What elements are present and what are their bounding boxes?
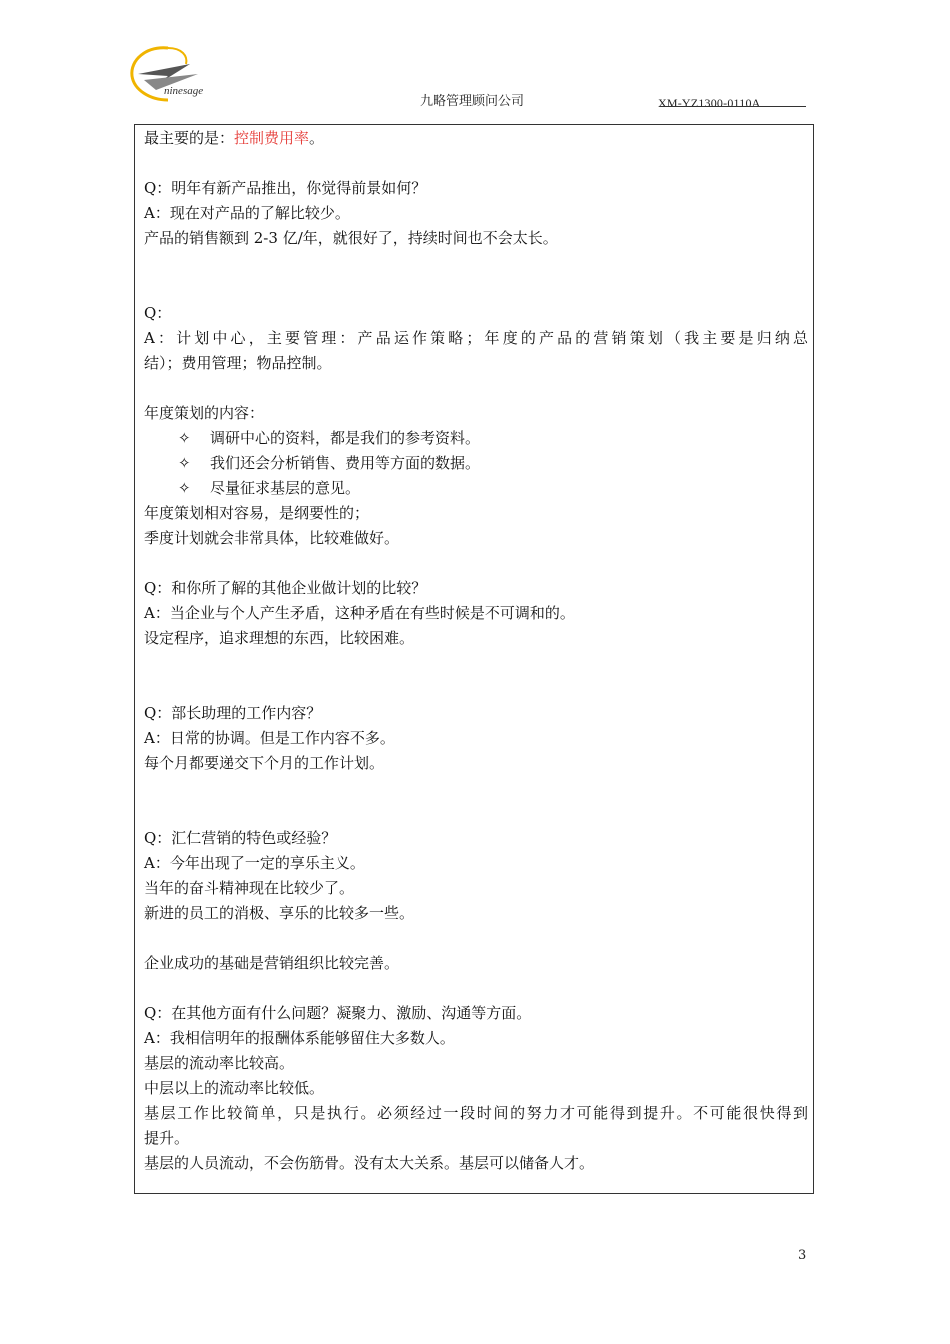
page-number: 3 [798,1248,807,1263]
question: Q：和你所了解的其他企业做计划的比较？ [144,579,427,597]
answer-text: 年度策划相对容易，是纲要性的； [144,504,370,522]
logo-swoosh-icon [128,44,228,106]
answer-text: 当年的奋斗精神现在比较少了。 [144,879,355,897]
answer: A：现在对产品的了解比较少。 [144,204,350,222]
question: Q：部长助理的工作内容？ [144,704,322,722]
list-item: ✧ 调研中心的资料，都是我们的参考资料。 [144,426,808,451]
interview-notes [144,126,808,1176]
answer-text: 企业成功的基础是营销组织比较完善。 [144,954,400,972]
list-item: ✧ 我们还会分析销售、费用等方面的数据。 [144,451,808,476]
question: Q：在其他方面有什么问题？凝聚力、激励、沟通等方面。 [144,1004,532,1022]
list-item: ✧ 尽量征求基层的意见。 [144,476,808,501]
document-number: XM-YZ1300-0110A [658,96,761,110]
question: Q： [144,304,172,322]
answer-text: 每个月都要递交下个月的工作计划。 [144,754,385,772]
summary-line: 最主要的是：控制费用率。 [144,129,325,147]
answer-text: 季度计划就会非常具体，比较难做好。 [144,529,400,547]
answer: A：计划中心，主要管理：产品运作策略；年度的产品的营销策划（我主要是归纳总 [144,329,808,347]
answer-text: 新进的员工的消极、享乐的比较多一些。 [144,904,415,922]
answer: A：今年出现了一定的享乐主义。 [144,854,365,872]
answer: A：我相信明年的报酬体系能够留住大多数人。 [144,1029,455,1047]
company-logo [128,44,228,106]
star-bullet-icon: ✧ [178,454,191,472]
answer-text: 产品的销售额到 2-3 亿/年，就很好了，持续时间也不会太长。 [144,229,558,247]
star-bullet-icon: ✧ [178,429,191,447]
company-name: 九略管理顾问公司 [420,94,525,109]
highlight-text: 控制费用率 [234,129,310,147]
question: Q：汇仁营销的特色或经验？ [144,829,337,847]
answer: A：日常的协调。但是工作内容不多。 [144,729,395,747]
answer-text: 中层以上的流动率比较低。 [144,1079,325,1097]
answer-text: 基层的流动率比较高。 [144,1054,295,1072]
section-title: 年度策划的内容： [144,404,265,422]
answer-text: 结）；费用管理；物品控制。 [144,354,332,372]
question: Q：明年有新产品推出，你觉得前景如何？ [144,179,427,197]
answer-text: 提升。 [144,1129,190,1147]
answer: A：当企业与个人产生矛盾，这种矛盾在有些时候是不可调和的。 [144,604,575,622]
star-bullet-icon: ✧ [178,479,191,497]
answer-text: 基层工作比较简单，只是执行。必须经过一段时间的努力才可能得到提升。不可能很快得到 [144,1104,808,1122]
answer-text: 基层的人员流动，不会伤筋骨。没有太大关系。基层可以储备人才。 [144,1154,595,1172]
answer-text: 设定程序，追求理想的东西，比较困难。 [144,629,415,647]
header-underline [660,106,806,107]
svg-text:ninesage: ninesage [164,85,204,97]
